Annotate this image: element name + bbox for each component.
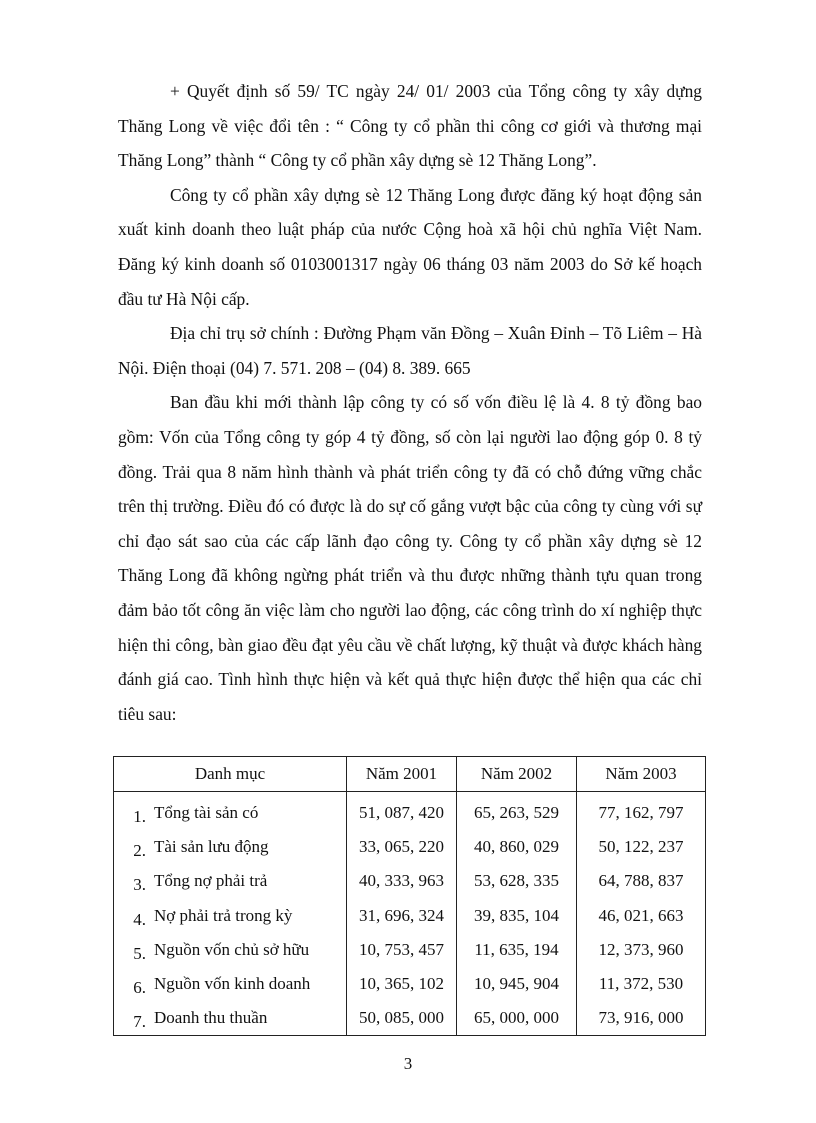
table-row <box>114 830 706 864</box>
cell-2003: 73, 916, 000 <box>577 1001 706 1036</box>
cell-2002: 39, 835, 104 <box>457 899 577 933</box>
cell-2001: 40, 333, 963 <box>347 864 457 898</box>
row-number: 6. <box>133 978 146 998</box>
row-number: 1. <box>133 807 146 827</box>
cell-2001: 31, 696, 324 <box>347 899 457 933</box>
header-category: Danh mục <box>114 757 347 792</box>
cell-2002: 65, 000, 000 <box>457 1001 577 1036</box>
cell-2003: 46, 021, 663 <box>577 899 706 933</box>
table-row <box>114 1001 706 1036</box>
cell-2001: 51, 087, 420 <box>347 792 457 831</box>
cell-2002: 10, 945, 904 <box>457 967 577 1001</box>
row-number: 3. <box>133 875 146 895</box>
cell-2001: 33, 065, 220 <box>347 830 457 864</box>
row-label-text: Nguồn vốn chủ sở hữu <box>154 939 310 959</box>
paragraph-history: Ban đầu khi mới thành lập công ty có số vốn điều lệ là 4. 8 tỷ đồng bao gồm: Vốn của Tổng công ty góp 4 tỷ đồng, số còn lại người lao động góp 0. 8 tỷ đồng. Trải qua 8 năm hình thành và phát triển công ty đã có chỗ đứng vững chắc trên thị trường. Điều đó có được là do sự cố gắng vượt bậc của công ty cùng với sự chỉ đạo sát sao của các cấp lãnh đạo công ty. Công ty cổ phần xây dựng sè 12 Thăng Long đã không ngừng phát triển và thu được những thành tựu quan trong đảm bảo tốt công ăn việc làm cho người lao động, các công trình do xí nghiệp thực hiện thi công, bàn giao đều đạt yêu cầu về chất lượng, kỹ thuật và được khách hàng đánh giá cao. Tình hình thực hiện và kết quả thực hiện được thể hiện qua các chỉ tiêu sau: <box>118 392 702 724</box>
cell-2003: 11, 372, 530 <box>577 967 706 1001</box>
row-label <box>114 1001 347 1036</box>
row-number: 2. <box>133 841 146 861</box>
cell-2003: 12, 373, 960 <box>577 933 706 967</box>
row-label <box>114 899 347 933</box>
cell-2002: 65, 263, 529 <box>457 792 577 831</box>
row-number: 5. <box>133 943 146 963</box>
row-number: 4. <box>133 909 146 929</box>
header-year-2001: Năm 2001 <box>347 757 457 792</box>
cell-2001: 10, 753, 457 <box>347 933 457 967</box>
header-year-2002: Năm 2002 <box>457 757 577 792</box>
row-label <box>114 967 347 1001</box>
row-label-text: Doanh thu thuần <box>154 1008 268 1028</box>
table-row <box>114 933 706 967</box>
cell-2003: 77, 162, 797 <box>577 792 706 831</box>
paragraph-address: Địa chỉ trụ sở chính : Đường Phạm văn Đồng – Xuân Đỉnh – Tõ Liêm – Hà Nội. Điện thoại (04) 7. 571. 208 – (04) 8. 389. 665 <box>118 323 702 378</box>
cell-2003: 64, 788, 837 <box>577 864 706 898</box>
table-header-row <box>114 757 706 792</box>
row-label <box>114 864 347 898</box>
cell-2001: 50, 085, 000 <box>347 1001 457 1036</box>
table-row <box>114 792 706 831</box>
financial-table <box>113 756 706 1036</box>
paragraph-decision: + Quyết định số 59/ TC ngày 24/ 01/ 2003 của Tổng công ty xây dựng Thăng Long về việc đổi tên : “ Công ty cổ phần thi công cơ giới và thương mại Thăng Long” thành “ Công ty cổ phần xây dựng sè 12 Thăng Long”. <box>118 81 702 171</box>
header-year-2003: Năm 2003 <box>577 757 706 792</box>
financial-table-container <box>113 756 705 1036</box>
cell-2002: 40, 860, 029 <box>457 830 577 864</box>
row-label-text: Tài sản lưu động <box>154 837 269 857</box>
row-label-text: Nợ phải trả trong kỳ <box>154 905 293 925</box>
table-row <box>114 864 706 898</box>
table-row <box>114 967 706 1001</box>
cell-2001: 10, 365, 102 <box>347 967 457 1001</box>
row-label <box>114 933 347 967</box>
cell-2003: 50, 122, 237 <box>577 830 706 864</box>
cell-2002: 11, 635, 194 <box>457 933 577 967</box>
body-text <box>118 74 702 731</box>
row-label <box>114 792 347 831</box>
row-number: 7. <box>133 1012 146 1032</box>
row-label-text: Nguồn vốn kinh doanh <box>154 974 311 994</box>
row-label-text: Tổng tài sản có <box>154 803 259 823</box>
page-number: 3 <box>403 1054 413 1073</box>
cell-2002: 53, 628, 335 <box>457 864 577 898</box>
paragraph-registration: Công ty cổ phần xây dựng sè 12 Thăng Long được đăng ký hoạt động sản xuất kinh doanh theo luật pháp của nước Cộng hoà xã hội chủ nghĩa Việt Nam. Đăng ký kinh doanh số 0103001317 ngày 06 tháng 03 năm 2003 do Sở kế hoạch đầu tư Hà Nội cấp. <box>118 184 702 309</box>
table-row <box>114 899 706 933</box>
row-label <box>114 830 347 864</box>
row-label-text: Tổng nợ phải trả <box>154 871 268 891</box>
